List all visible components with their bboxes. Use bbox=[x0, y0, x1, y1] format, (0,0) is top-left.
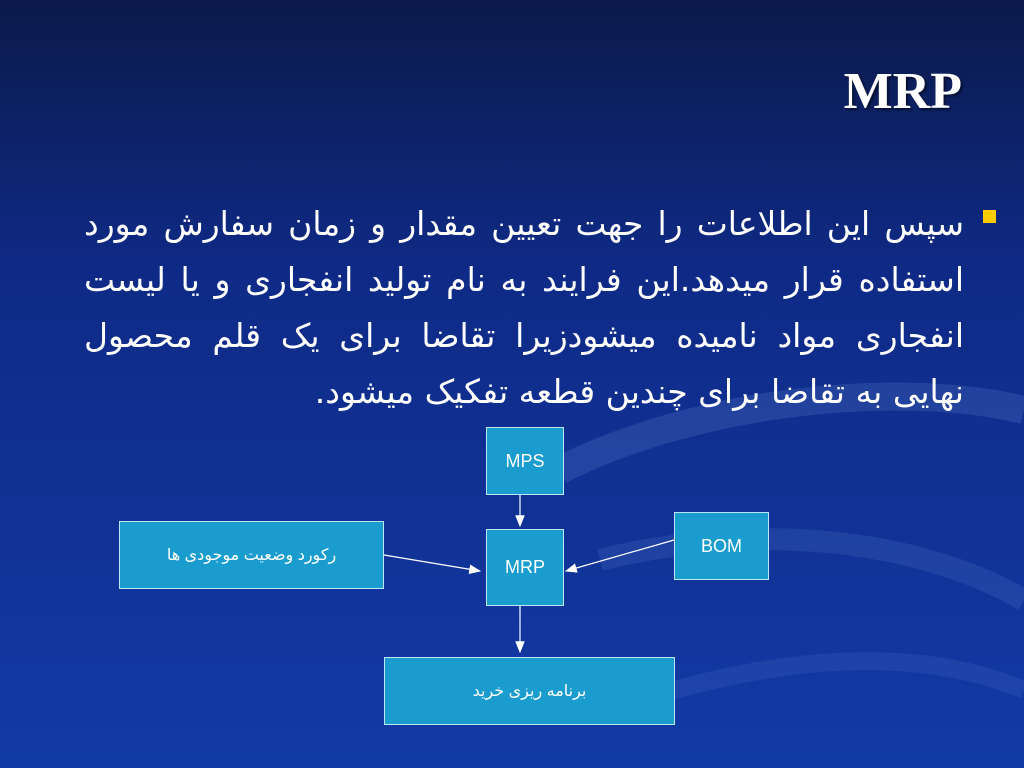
arrow-bom-to-mrp bbox=[566, 540, 674, 571]
node-bom: BOM bbox=[674, 512, 769, 580]
node-mrp: MRP bbox=[486, 529, 564, 606]
bullet-text: سپس این اطلاعات را جهت تعیین مقدار و زمان سفارش مورد استفاده قرار میدهد.این فرایند به نام تولید انفجاری و یا لیست انفجاری مواد نامیده میشودزیرا تقاضا برای یک قلم محصول نهایی به تقاضا برای چندین قطعه تفکیک میشود. bbox=[84, 204, 964, 411]
node-purchase-planning: برنامه ریزی خرید bbox=[384, 657, 675, 725]
node-inventory-record: رکورد وضعیت موجودی ها bbox=[119, 521, 384, 589]
node-mps: MPS bbox=[486, 427, 564, 495]
arrow-inventory-to-mrp bbox=[384, 555, 480, 571]
slide-title: MRP bbox=[843, 63, 962, 120]
